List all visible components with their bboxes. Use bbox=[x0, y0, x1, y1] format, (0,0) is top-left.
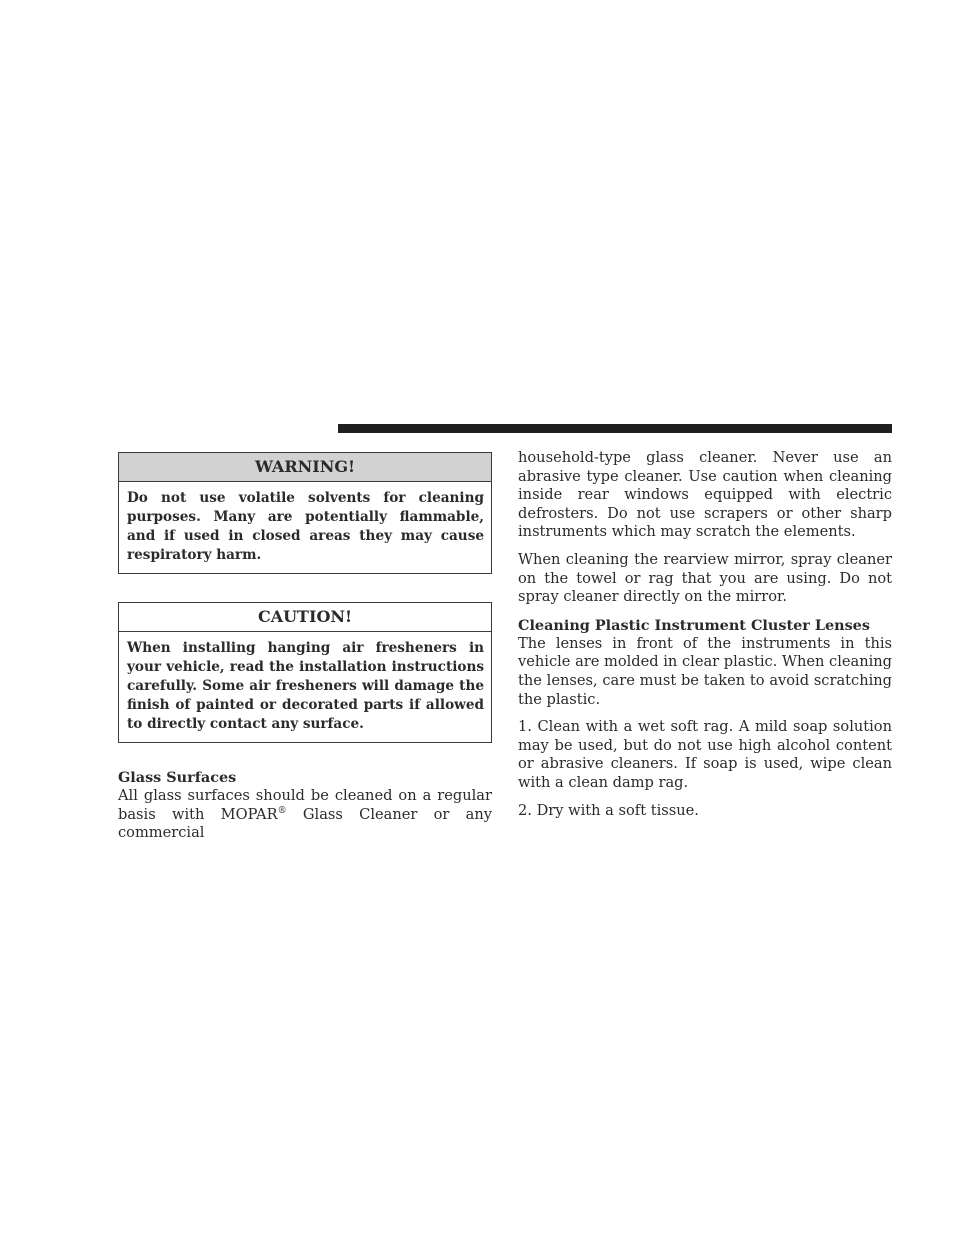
warning-title: WARNING! bbox=[119, 453, 491, 482]
step-2: 2. Dry with a soft tissue. bbox=[518, 801, 699, 819]
glass-text-after: Glass Cleaner or any commercial bbox=[118, 805, 492, 842]
lenses-text: The lenses in front of the instruments in this vehicle are molded in clear plastic. When cleaning the lenses, care must be taken to avoid scratching the plastic. bbox=[518, 634, 893, 708]
step-1: 1. Clean with a wet soft rag. A mild soap solution may be used, but do not use high alcohol content or abrasive cleaners. If soap is used, wipe clean with a clean damp rag. bbox=[518, 718, 892, 791]
warning-text: Do not use volatile solvents for cleaning purposes. Many are potentially flammable, and if used in closed areas they may cause respiratory harm. bbox=[127, 490, 484, 563]
caution-text: When installing hanging air fresheners in your vehicle, read the installation instructions carefully. Some air fresheners will damage the finish of painted or decorated parts if allowed to directly contact any surface. bbox=[127, 640, 484, 732]
warning-box bbox=[118, 452, 492, 574]
caution-title: CAUTION! bbox=[119, 603, 491, 632]
registered-mark: ® bbox=[277, 805, 287, 816]
left-column bbox=[118, 452, 492, 843]
mirror-cleaning-text: When cleaning the rearview mirror, spray cleaner on the towel or rag that you are using. Do not spray cleaner directly on the mirror. bbox=[518, 550, 892, 606]
caution-box bbox=[118, 602, 492, 743]
lenses-heading: Cleaning Plastic Instrument Cluster Lenses bbox=[518, 616, 870, 634]
right-column bbox=[518, 449, 892, 820]
glass-text-before: All glass surfaces should be cleaned on a regular basis with MOPAR bbox=[118, 787, 492, 823]
glass-surfaces-text bbox=[118, 787, 492, 843]
glass-cleaner-continued: household-type glass cleaner. Never use an abrasive type cleaner. Use caution when cleaning inside rear windows equipped with electric defrosters. Do not use scrapers or other sharp instruments which may scratch the elements. bbox=[518, 449, 892, 541]
glass-surfaces-heading: Glass Surfaces bbox=[118, 769, 237, 786]
section-rule bbox=[338, 424, 892, 433]
